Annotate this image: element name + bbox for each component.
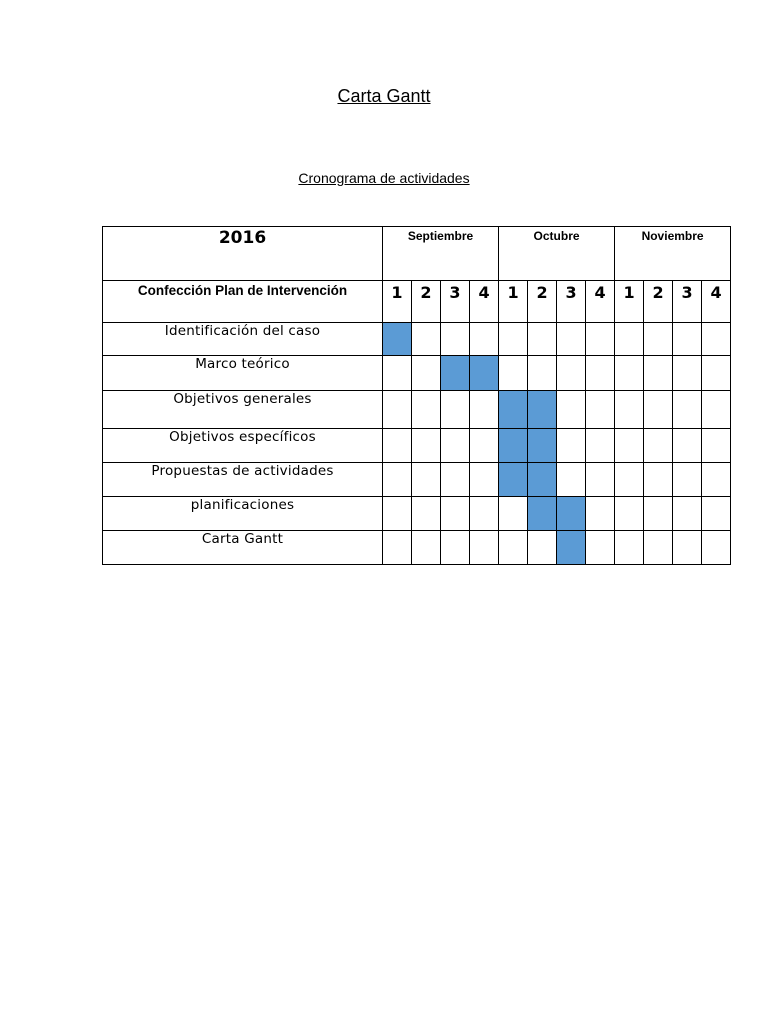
gantt-empty-cell <box>673 497 702 531</box>
week-cell: 2 <box>644 281 673 323</box>
week-cell: 3 <box>673 281 702 323</box>
gantt-empty-cell <box>441 429 470 463</box>
gantt-empty-cell <box>412 323 441 356</box>
activity-name-cell <box>103 497 383 531</box>
gantt-empty-cell <box>586 429 615 463</box>
month-cell-octubre: Octubre <box>499 227 615 281</box>
page-title: Carta Gantt <box>337 86 431 106</box>
week-cell: 3 <box>441 281 470 323</box>
gantt-empty-cell <box>470 323 499 356</box>
week-cell: 1 <box>615 281 644 323</box>
gantt-empty-cell <box>499 497 528 531</box>
gantt-empty-cell <box>615 356 644 391</box>
gantt-empty-cell <box>557 463 586 497</box>
gantt-empty-cell <box>470 463 499 497</box>
month-header-row <box>103 227 731 281</box>
gantt-empty-cell <box>499 531 528 565</box>
gantt-empty-cell <box>528 356 557 391</box>
activity-name: planificaciones <box>190 497 295 513</box>
week-cell: 1 <box>383 281 412 323</box>
year-cell: 2016 <box>103 227 383 281</box>
activity-row <box>103 323 731 356</box>
gantt-empty-cell <box>673 323 702 356</box>
activity-name-cell <box>103 323 383 356</box>
activity-name-cell <box>103 463 383 497</box>
month-cell-noviembre: Noviembre <box>615 227 731 281</box>
gantt-empty-cell <box>702 356 731 391</box>
week-cell: 1 <box>499 281 528 323</box>
gantt-empty-cell <box>644 463 673 497</box>
gantt-bar-cell <box>499 463 528 497</box>
activity-name: Carta Gantt <box>201 531 284 547</box>
gantt-empty-cell <box>383 356 412 391</box>
week-header-row <box>103 281 731 323</box>
gantt-empty-cell <box>586 497 615 531</box>
activity-name: Objetivos específicos <box>169 429 316 445</box>
gantt-empty-cell <box>586 391 615 429</box>
gantt-empty-cell <box>470 391 499 429</box>
activity-rows <box>103 323 731 565</box>
gantt-empty-cell <box>673 429 702 463</box>
gantt-empty-cell <box>528 323 557 356</box>
gantt-empty-cell <box>673 463 702 497</box>
week-cell: 4 <box>702 281 731 323</box>
gantt-empty-cell <box>644 429 673 463</box>
week-cell: 4 <box>586 281 615 323</box>
gantt-empty-cell <box>441 463 470 497</box>
gantt-empty-cell <box>557 391 586 429</box>
activity-name-cell <box>103 356 383 391</box>
week-cell: 4 <box>470 281 499 323</box>
gantt-empty-cell <box>702 531 731 565</box>
gantt-empty-cell <box>702 497 731 531</box>
activity-name: Marco teórico <box>195 356 290 372</box>
gantt-empty-cell <box>557 429 586 463</box>
activity-name-cell <box>103 391 383 429</box>
gantt-empty-cell <box>615 497 644 531</box>
activity-row <box>103 497 731 531</box>
gantt-empty-cell <box>615 429 644 463</box>
activity-name: Objetivos generales <box>173 391 312 407</box>
gantt-bar-cell <box>557 531 586 565</box>
activity-row <box>103 463 731 497</box>
gantt-empty-cell <box>412 429 441 463</box>
gantt-bar-cell <box>557 497 586 531</box>
gantt-bar-cell <box>441 356 470 391</box>
gantt-empty-cell <box>615 531 644 565</box>
gantt-empty-cell <box>470 531 499 565</box>
gantt-empty-cell <box>702 391 731 429</box>
gantt-empty-cell <box>441 497 470 531</box>
gantt-empty-cell <box>470 497 499 531</box>
gantt-empty-cell <box>615 391 644 429</box>
gantt-empty-cell <box>586 356 615 391</box>
gantt-empty-cell <box>499 323 528 356</box>
gantt-empty-cell <box>557 323 586 356</box>
activity-row <box>103 356 731 391</box>
gantt-empty-cell <box>644 531 673 565</box>
page-subtitle: Cronograma de actividades <box>298 170 470 186</box>
gantt-empty-cell <box>673 391 702 429</box>
gantt-bar-cell <box>499 391 528 429</box>
phase-label-cell: Confección Plan de Intervención <box>103 281 383 323</box>
gantt-empty-cell <box>412 531 441 565</box>
activity-row <box>103 429 731 463</box>
gantt-bar-cell <box>383 323 412 356</box>
gantt-empty-cell <box>586 463 615 497</box>
gantt-empty-cell <box>644 323 673 356</box>
gantt-empty-cell <box>586 531 615 565</box>
activity-name-cell <box>103 531 383 565</box>
gantt-empty-cell <box>470 429 499 463</box>
week-cell: 2 <box>528 281 557 323</box>
gantt-empty-cell <box>702 463 731 497</box>
gantt-bar-cell <box>528 463 557 497</box>
gantt-empty-cell <box>412 356 441 391</box>
gantt-empty-cell <box>615 323 644 356</box>
gantt-empty-cell <box>383 531 412 565</box>
gantt-bar-cell <box>528 497 557 531</box>
gantt-bar-cell <box>470 356 499 391</box>
activity-row <box>103 391 731 429</box>
gantt-empty-cell <box>644 391 673 429</box>
gantt-empty-cell <box>615 463 644 497</box>
gantt-empty-cell <box>412 391 441 429</box>
gantt-empty-cell <box>383 429 412 463</box>
gantt-empty-cell <box>383 391 412 429</box>
gantt-empty-cell <box>673 531 702 565</box>
gantt-empty-cell <box>441 323 470 356</box>
gantt-empty-cell <box>441 531 470 565</box>
gantt-empty-cell <box>441 391 470 429</box>
month-cell-septiembre: Septiembre <box>383 227 499 281</box>
gantt-table <box>102 226 731 565</box>
gantt-empty-cell <box>586 323 615 356</box>
gantt-empty-cell <box>412 497 441 531</box>
gantt-empty-cell <box>702 429 731 463</box>
week-cell: 3 <box>557 281 586 323</box>
gantt-empty-cell <box>702 323 731 356</box>
gantt-empty-cell <box>644 356 673 391</box>
week-cell: 2 <box>412 281 441 323</box>
activity-row <box>103 531 731 565</box>
gantt-empty-cell <box>499 356 528 391</box>
gantt-bar-cell <box>528 391 557 429</box>
gantt-empty-cell <box>673 356 702 391</box>
gantt-empty-cell <box>557 356 586 391</box>
gantt-empty-cell <box>644 497 673 531</box>
gantt-empty-cell <box>383 497 412 531</box>
gantt-bar-cell <box>499 429 528 463</box>
gantt-empty-cell <box>412 463 441 497</box>
activity-name: Identificación del caso <box>164 323 321 339</box>
activity-name: Propuestas de actividades <box>151 463 334 479</box>
gantt-empty-cell <box>528 531 557 565</box>
activity-name-cell <box>103 429 383 463</box>
gantt-bar-cell <box>528 429 557 463</box>
gantt-empty-cell <box>383 463 412 497</box>
